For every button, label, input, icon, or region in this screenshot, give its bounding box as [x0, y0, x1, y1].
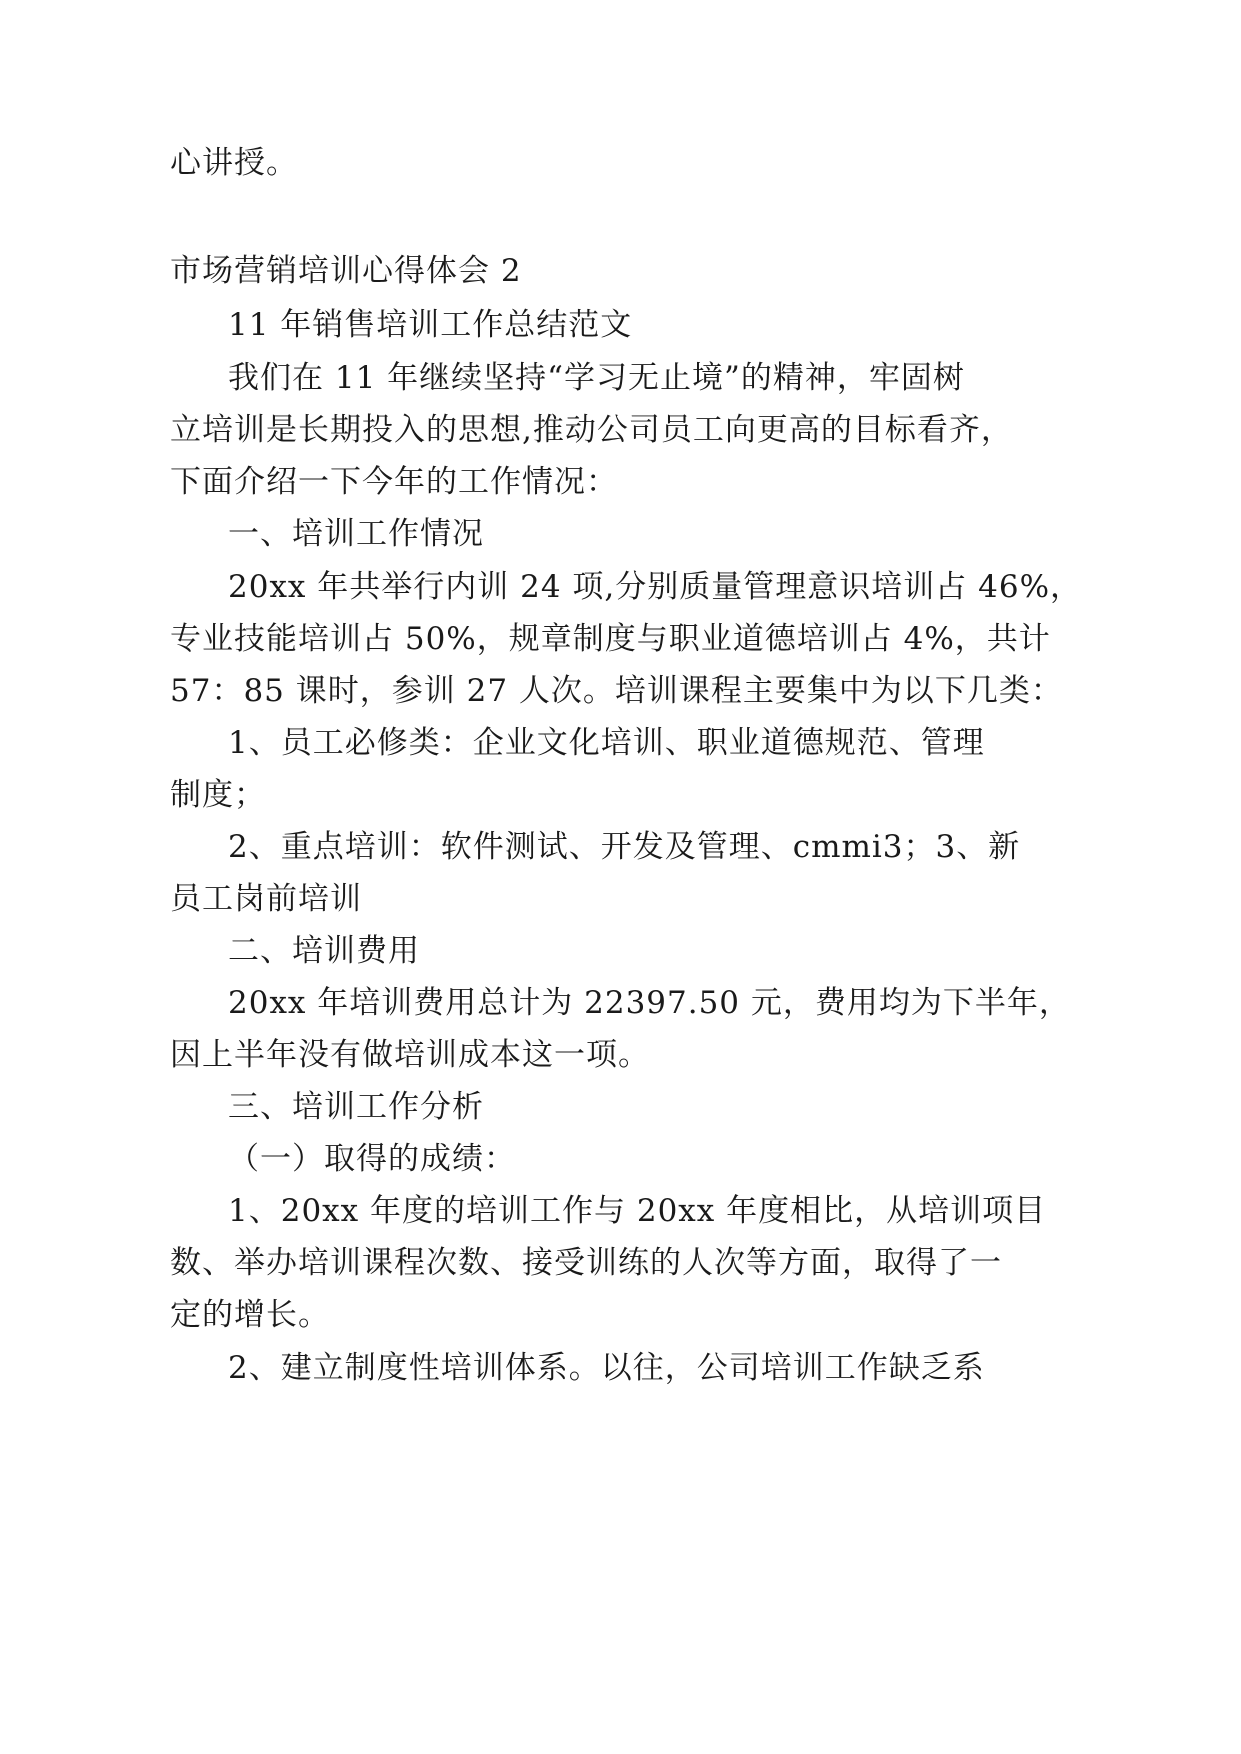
text-line: 定的增长。 [170, 1297, 330, 1333]
text-line: 数、举办培训课程次数、接受训练的人次等方面，取得了一 [170, 1245, 1002, 1281]
text-line: 57：85 课时，参训 27 人次。培训课程主要集中为以下几类： [170, 673, 1063, 709]
text-line: 因上半年没有做培训成本这一项。 [170, 1037, 650, 1073]
text-line: 2、建立制度性培训体系。以往，公司培训工作缺乏系 [228, 1350, 985, 1386]
text-line: 20xx 年培训费用总计为 22397.50 元，费用均为下半年， [228, 985, 1071, 1021]
text-line: 2、重点培训：软件测试、开发及管理、cmmi3；3、新 [228, 829, 1021, 865]
document-title: 11 年销售培训工作总结范文 [228, 307, 633, 343]
subsection-heading: 三、培训工作分析 [228, 1089, 484, 1125]
text-line: 立培训是长期投入的思想,推动公司员工向更高的目标看齐， [170, 412, 1013, 448]
text-line: 1、员工必修类：企业文化培训、职业道德规范、管理 [228, 725, 985, 761]
text-line: 心讲授。 [170, 145, 298, 181]
text-line: 1、20xx 年度的培训工作与 20xx 年度相比，从培训项目 [228, 1193, 1047, 1229]
subsection-heading: 二、培训费用 [228, 933, 420, 969]
text-line: 制度； [170, 777, 266, 813]
subsection-heading: 一、培训工作情况 [228, 516, 484, 552]
text-line: 20xx 年共举行内训 24 项,分别质量管理意识培训占 46%， [228, 569, 1083, 605]
text-line: 员工岗前培训 [170, 881, 362, 917]
section-heading: 市场营销培训心得体会 2 [170, 253, 522, 289]
text-line: 我们在 11 年继续坚持“学习无止境”的精神，牢固树 [228, 360, 965, 396]
text-line: 专业技能培训占 50%，规章制度与职业道德培训占 4%，共计 [170, 621, 1051, 657]
text-line: 下面介绍一下今年的工作情况： [170, 464, 618, 500]
sub-subsection-heading: （一）取得的成绩： [228, 1141, 516, 1177]
